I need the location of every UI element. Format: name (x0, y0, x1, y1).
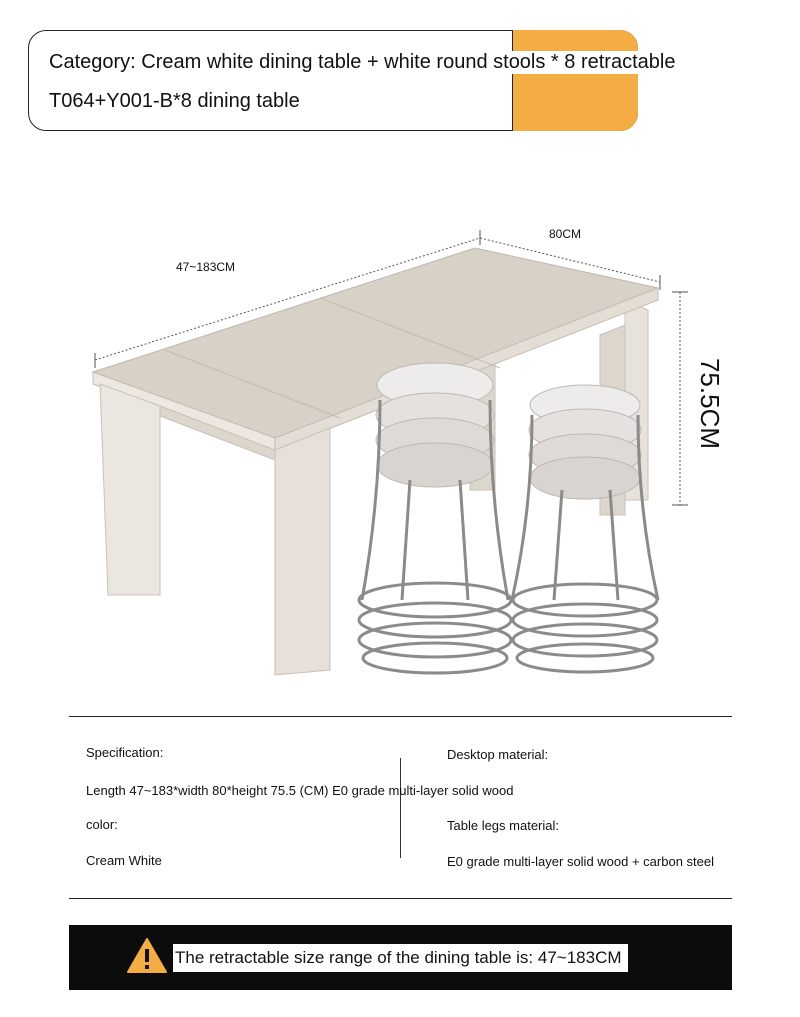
specification-label: Specification: (86, 745, 164, 760)
category-line-2: T064+Y001-B*8 dining table (49, 90, 300, 112)
spec-divider-vertical (400, 758, 401, 858)
height-dimension-label: 75.5CM (695, 357, 726, 450)
width-dimension-label: 80CM (549, 227, 582, 241)
spec-divider-top (69, 716, 732, 717)
stool-left (359, 363, 511, 673)
warning-icon (126, 937, 168, 974)
category-line-1: Category: Cream white dining table + white round stools * 8 retractable (49, 51, 676, 73)
spec-divider-bottom (69, 898, 732, 899)
color-value: Cream White (86, 853, 162, 868)
table-legs-material-label: Table legs material: (447, 818, 559, 833)
category-header-box (28, 30, 676, 131)
retractable-notice-text: The retractable size range of the dining table is: 47~183CM (173, 944, 628, 972)
table-legs-material-value: E0 grade multi-layer solid wood + carbon steel (447, 854, 715, 869)
color-label: color: (86, 817, 118, 832)
length-dimension-label: 47~183CM (176, 260, 236, 274)
header-accent-tab (512, 30, 638, 131)
specification-value: Length 47~183*width 80*height 75.5 (CM) E0 grade multi-layer solid wood (86, 783, 514, 798)
product-illustration (80, 200, 730, 700)
desktop-material-label: Desktop material: (447, 747, 549, 762)
stool-right (512, 385, 658, 672)
